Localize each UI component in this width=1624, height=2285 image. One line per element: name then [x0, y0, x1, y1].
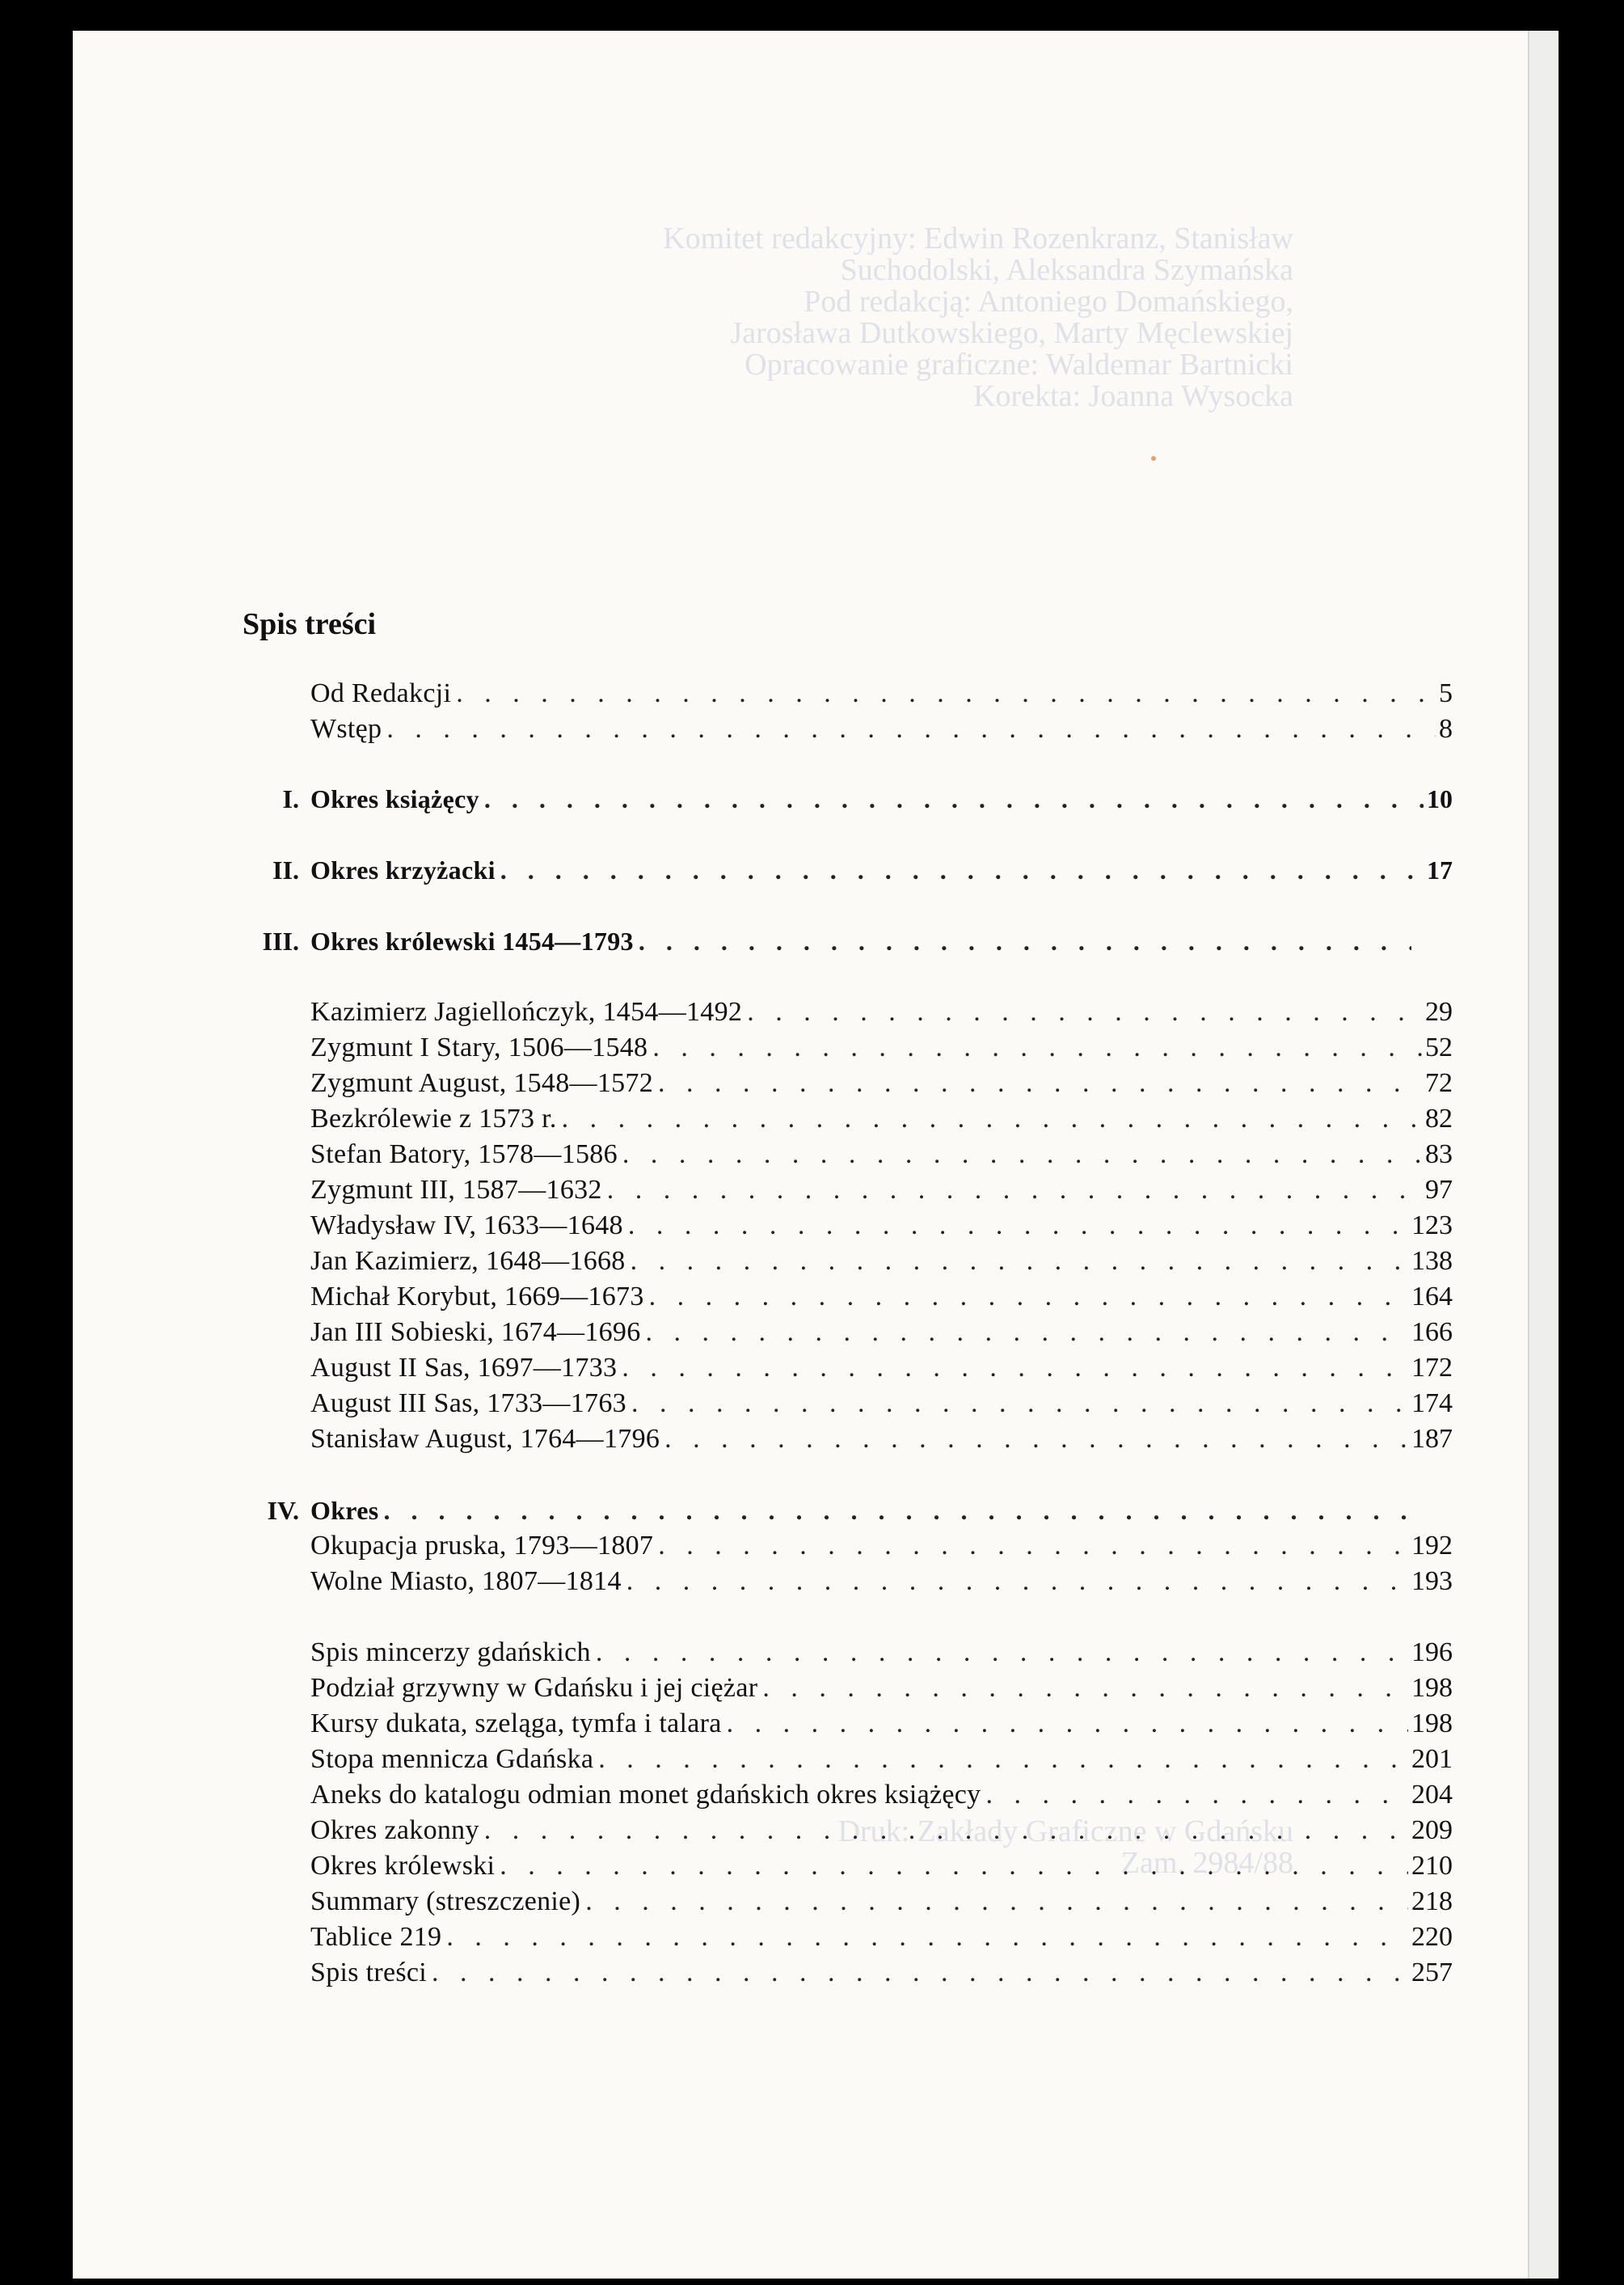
toc-leader-dots: [386, 712, 1436, 747]
toc-entry-page: 187: [1411, 1424, 1453, 1454]
toc-entry: [226, 1315, 1453, 1350]
toc-entry: [226, 1208, 1453, 1244]
toc-entry-page: 17: [1427, 855, 1453, 885]
toc-entry-page: 192: [1411, 1531, 1453, 1561]
toc-entry-page: 196: [1411, 1637, 1453, 1667]
toc-leader-dots: [383, 1493, 1411, 1528]
toc-leader-dots: [622, 1137, 1422, 1172]
toc-entry: [226, 1421, 1453, 1457]
toc-entry: [226, 1279, 1453, 1315]
toc-entry-label: Zygmunt August, 1548—1572: [310, 1068, 654, 1098]
toc-entry-number: III.: [262, 927, 299, 956]
toc-entry-page: 198: [1411, 1673, 1453, 1703]
toc-leader-dots: [639, 923, 1411, 959]
bleed-line: Komitet redakcyjny: Edwin Rozenkranz, Stanisław: [663, 222, 1293, 256]
toc-entry: [226, 1706, 1453, 1742]
toc-entry-label: Okres zakonny: [310, 1815, 479, 1845]
toc-entry-label: Michał Korybut, 1669—1673: [310, 1282, 644, 1311]
toc-entry-label: Aneks do katalogu odmian monet gdańskich okres książęcy: [310, 1780, 981, 1810]
bleed-line: Korekta: Joanna Wysocka: [973, 379, 1293, 413]
toc-entry: [226, 1350, 1453, 1386]
toc-entry-number: IV.: [267, 1496, 299, 1525]
toc-entry-label: Tablice 219: [310, 1922, 442, 1952]
toc-entry-page: 201: [1411, 1744, 1453, 1774]
toc-leader-dots: [596, 1635, 1408, 1670]
toc-entry-label: Okres krzyżacki: [310, 855, 496, 885]
toc-leader-dots: [598, 1742, 1408, 1777]
toc-entry-page: 193: [1411, 1566, 1453, 1596]
toc-entry: [226, 1493, 1423, 1528]
toc-entry-number: II.: [272, 855, 299, 885]
toc-leader-dots: [585, 1884, 1408, 1920]
toc-entry-label: Stefan Batory, 1578—1586: [310, 1139, 618, 1169]
toc-entry-page: 210: [1411, 1851, 1453, 1881]
toc-entry: [226, 1742, 1453, 1777]
toc-entry-number: I.: [282, 784, 299, 813]
toc-leader-dots: [607, 1172, 1422, 1208]
toc-entry-page: 164: [1411, 1282, 1453, 1311]
toc-entry: [226, 1848, 1453, 1884]
toc-leader-dots: [628, 1208, 1408, 1244]
toc-leader-dots: [658, 1066, 1422, 1101]
toc-entry-label: Okres królewski 1454—1793: [310, 927, 634, 956]
toc-entry-page: 257: [1411, 1958, 1453, 1987]
toc-entry: [226, 1528, 1453, 1564]
toc-entry-label: Od Redakcji: [310, 678, 452, 708]
toc-entry-label: Okupacja pruska, 1793—1807: [310, 1531, 654, 1561]
toc-entry-label: Bezkrólewie z 1573 r.: [310, 1104, 557, 1134]
toc-entry-label: Okres królewski: [310, 1851, 496, 1881]
toc-entry-page: 123: [1411, 1210, 1453, 1240]
toc-entry-page: 72: [1425, 1068, 1453, 1098]
toc-entry-page: 174: [1411, 1388, 1453, 1418]
toc-entry: [226, 1172, 1453, 1208]
toc-entry-page: 83: [1425, 1139, 1453, 1169]
toc-entry-page: 166: [1411, 1317, 1453, 1347]
toc-entry-page: 5: [1439, 678, 1453, 708]
toc-leader-dots: [646, 1315, 1408, 1350]
bleed-line: Zam. 2984/88: [1120, 1846, 1293, 1880]
toc-entry-label: Stanisław August, 1764—1796: [310, 1424, 660, 1454]
toc-entry-label: Władysław IV, 1633—1648: [310, 1210, 623, 1240]
toc-entry-page: 138: [1411, 1246, 1453, 1276]
toc-entry: [226, 1920, 1453, 1955]
toc-entry-label: Kursy dukata, szeląga, tymfa i talara: [310, 1708, 722, 1738]
toc-leader-dots: [432, 1955, 1408, 1991]
toc-entry-page: 172: [1411, 1353, 1453, 1383]
toc-entry-label: Spis treści: [310, 1958, 428, 1987]
toc-leader-dots: [631, 1244, 1408, 1279]
toc-entry-label: Jan Kazimierz, 1648—1668: [310, 1246, 626, 1276]
toc-leader-dots: [762, 1670, 1408, 1706]
toc-leader-dots: [626, 1564, 1408, 1599]
orange-speck: [1151, 456, 1156, 461]
toc-entry-label: Okres książęcy: [310, 784, 479, 813]
toc-entry: [226, 1635, 1453, 1670]
bleed-line: Pod redakcją: Antoniego Domańskiego,: [804, 285, 1293, 319]
toc-leader-dots: [747, 995, 1422, 1030]
toc-entry: [226, 1030, 1453, 1066]
toc-entry-label: Okres: [310, 1496, 379, 1525]
toc-entry: [226, 781, 1453, 817]
toc-entry-label: Stopa mennicza Gdańska: [310, 1744, 594, 1774]
toc-entry: [226, 712, 1453, 747]
toc-leader-dots: [664, 1421, 1408, 1457]
toc-entry-label: Zygmunt III, 1587—1632: [310, 1175, 602, 1205]
toc-entry: [226, 1813, 1453, 1848]
toc-entry-page: 52: [1425, 1033, 1453, 1062]
toc-entry: [226, 1670, 1453, 1706]
toc-entry: [226, 1101, 1453, 1137]
toc-entry-label: August II Sas, 1697—1733: [310, 1353, 618, 1383]
toc-leader-dots: [500, 1848, 1408, 1884]
page-title: Spis treści: [243, 607, 377, 641]
toc-entry: [226, 1777, 1453, 1813]
toc-leader-dots: [484, 1813, 1408, 1848]
toc-entry: [226, 1564, 1453, 1599]
toc-leader-dots: [631, 1386, 1408, 1421]
toc-leader-dots: [727, 1706, 1408, 1742]
toc-entry-label: August III Sas, 1733—1763: [310, 1388, 626, 1418]
toc-entry: [226, 995, 1453, 1030]
toc-entry-page: 29: [1425, 997, 1453, 1027]
toc-entry: [226, 923, 1423, 959]
toc-leader-dots: [985, 1777, 1408, 1813]
toc-leader-dots: [456, 676, 1436, 712]
toc-entry-label: Wstęp: [310, 714, 382, 744]
toc-entry: [226, 1066, 1453, 1101]
toc-entry-label: Jan III Sobieski, 1674—1696: [310, 1317, 641, 1347]
document-page: [73, 31, 1528, 2279]
toc-leader-dots: [652, 1030, 1422, 1066]
toc-leader-dots: [649, 1279, 1408, 1315]
toc-entry-label: Kazimierz Jagiellończyk, 1454—1492: [310, 997, 743, 1027]
toc-entry-page: 198: [1411, 1708, 1453, 1738]
toc-entry-page: 220: [1411, 1922, 1453, 1952]
toc-entry-page: 204: [1411, 1780, 1453, 1810]
bleed-line: Jarosława Dutkowskiego, Marty Męclewskiej: [730, 316, 1293, 350]
toc-leader-dots: [658, 1528, 1408, 1564]
bleed-line: Druk: Zakłady Graficzne w Gdańsku: [837, 1814, 1293, 1848]
toc-entry-label: Spis mincerzy gdańskich: [310, 1637, 591, 1667]
toc-entry-page: 218: [1411, 1886, 1453, 1916]
toc-leader-dots: [484, 781, 1424, 817]
toc-entry-label: Wolne Miasto, 1807—1814: [310, 1566, 622, 1596]
toc-leader-dots: [500, 852, 1424, 888]
toc-entry-page: 8: [1439, 714, 1453, 744]
toc-entry: [226, 1955, 1453, 1991]
toc-entry: [226, 676, 1453, 712]
bleed-line: Opracowanie graficzne: Waldemar Bartnicki: [745, 348, 1293, 382]
toc-entry-label: Zygmunt I Stary, 1506—1548: [310, 1033, 648, 1062]
toc-entry-label: Summary (streszczenie): [310, 1886, 581, 1916]
toc-leader-dots: [562, 1101, 1422, 1137]
toc-entry-page: 10: [1427, 784, 1453, 813]
toc-entry: [226, 1137, 1453, 1172]
bleed-through-text-top: [663, 223, 1293, 412]
toc-leader-dots: [622, 1350, 1408, 1386]
bleed-line: Suchodolski, Aleksandra Szymańska: [840, 253, 1293, 287]
toc-entry: [226, 852, 1453, 888]
toc-entry-page: 209: [1411, 1815, 1453, 1845]
toc-leader-dots: [446, 1920, 1408, 1955]
page-edge: [1528, 31, 1559, 2279]
toc-entry: [226, 1244, 1453, 1279]
toc-entry: [226, 1386, 1453, 1421]
toc-entry-page: 82: [1425, 1104, 1453, 1134]
toc-entry: [226, 1884, 1453, 1920]
toc-entry-label: Podział grzywny w Gdańsku i jej ciężar: [310, 1673, 758, 1703]
toc-entry-page: 97: [1425, 1175, 1453, 1205]
